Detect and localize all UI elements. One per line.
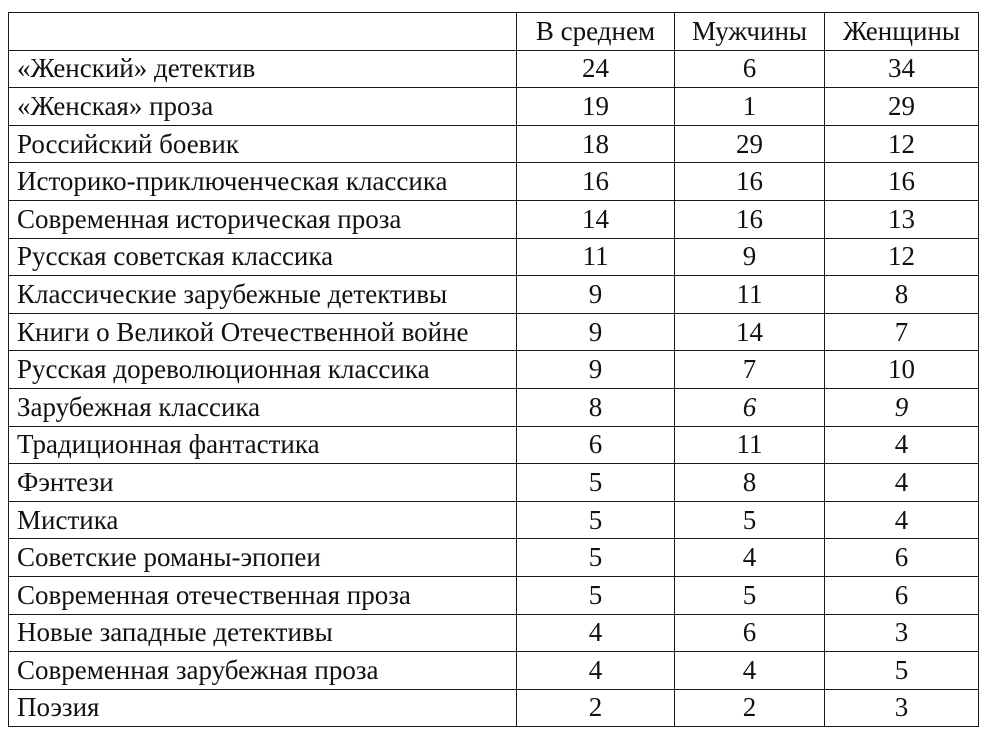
table-row: [9, 313, 979, 351]
table-body: [9, 50, 979, 727]
women-cell: 3: [825, 689, 979, 727]
table-row: [9, 689, 979, 727]
average-cell: 16: [517, 163, 675, 201]
men-cell: 1: [675, 88, 825, 126]
men-cell: 2: [675, 689, 825, 727]
men-cell: 14: [675, 313, 825, 351]
women-cell: 6: [825, 539, 979, 577]
table-row: [9, 163, 979, 201]
header-cell-men: Мужчины: [675, 13, 825, 51]
men-cell: 5: [675, 576, 825, 614]
average-cell: 5: [517, 501, 675, 539]
average-cell: 9: [517, 313, 675, 351]
genre-cell: Современная зарубежная проза: [9, 652, 517, 690]
women-cell: 16: [825, 163, 979, 201]
average-cell: 18: [517, 125, 675, 163]
women-cell: 13: [825, 200, 979, 238]
table-row: [9, 539, 979, 577]
average-cell: 5: [517, 576, 675, 614]
table-row: [9, 501, 979, 539]
genre-cell: Фэнтези: [9, 464, 517, 502]
genre-cell: Поэзия: [9, 689, 517, 727]
genre-cell: Зарубежная классика: [9, 388, 517, 426]
table-row: [9, 426, 979, 464]
women-cell: 12: [825, 238, 979, 276]
women-cell: 29: [825, 88, 979, 126]
men-cell: 7: [675, 351, 825, 389]
men-cell: 9: [675, 238, 825, 276]
genre-preference-table-container: [8, 12, 979, 727]
genre-preference-table: [8, 12, 979, 727]
men-cell: 8: [675, 464, 825, 502]
average-cell: 5: [517, 539, 675, 577]
women-cell: 4: [825, 501, 979, 539]
average-cell: 19: [517, 88, 675, 126]
average-cell: 8: [517, 388, 675, 426]
men-cell: 29: [675, 125, 825, 163]
table-row: [9, 576, 979, 614]
genre-cell: Русская дореволюционная классика: [9, 351, 517, 389]
table-row: [9, 200, 979, 238]
genre-cell: Мистика: [9, 501, 517, 539]
average-cell: 2: [517, 689, 675, 727]
men-cell: 11: [675, 276, 825, 314]
table-row: [9, 50, 979, 88]
women-cell: 5: [825, 652, 979, 690]
table-row: [9, 652, 979, 690]
men-cell: 6: [675, 388, 825, 426]
women-cell: 6: [825, 576, 979, 614]
genre-cell: Традиционная фантастика: [9, 426, 517, 464]
table-row: [9, 125, 979, 163]
men-cell: 16: [675, 163, 825, 201]
genre-cell: «Женский» детектив: [9, 50, 517, 88]
genre-cell: Русская советская классика: [9, 238, 517, 276]
average-cell: 9: [517, 276, 675, 314]
women-cell: 34: [825, 50, 979, 88]
genre-cell: Российский боевик: [9, 125, 517, 163]
genre-cell: Классические зарубежные детективы: [9, 276, 517, 314]
average-cell: 4: [517, 614, 675, 652]
women-cell: 4: [825, 426, 979, 464]
women-cell: 7: [825, 313, 979, 351]
average-cell: 11: [517, 238, 675, 276]
genre-cell: Книги о Великой Отечественной войне: [9, 313, 517, 351]
women-cell: 12: [825, 125, 979, 163]
table-row: [9, 614, 979, 652]
men-cell: 16: [675, 200, 825, 238]
men-cell: 5: [675, 501, 825, 539]
men-cell: 6: [675, 50, 825, 88]
men-cell: 6: [675, 614, 825, 652]
genre-cell: Историко-приключенческая классика: [9, 163, 517, 201]
men-cell: 4: [675, 652, 825, 690]
table-row: [9, 388, 979, 426]
average-cell: 24: [517, 50, 675, 88]
women-cell: 4: [825, 464, 979, 502]
table-row: [9, 88, 979, 126]
average-cell: 14: [517, 200, 675, 238]
women-cell: 8: [825, 276, 979, 314]
genre-cell: Советские романы-эпопеи: [9, 539, 517, 577]
table-row: [9, 464, 979, 502]
genre-cell: Современная отечественная проза: [9, 576, 517, 614]
header-cell-average: В среднем: [517, 13, 675, 51]
table-row: [9, 276, 979, 314]
average-cell: 9: [517, 351, 675, 389]
men-cell: 4: [675, 539, 825, 577]
genre-cell: «Женская» проза: [9, 88, 517, 126]
header-cell-women: Женщины: [825, 13, 979, 51]
header-cell-genre: [9, 13, 517, 51]
women-cell: 3: [825, 614, 979, 652]
average-cell: 4: [517, 652, 675, 690]
header-row: [9, 13, 979, 51]
genre-cell: Современная историческая проза: [9, 200, 517, 238]
average-cell: 6: [517, 426, 675, 464]
women-cell: 10: [825, 351, 979, 389]
table-row: [9, 238, 979, 276]
men-cell: 11: [675, 426, 825, 464]
genre-cell: Новые западные детективы: [9, 614, 517, 652]
table-row: [9, 351, 979, 389]
women-cell: 9: [825, 388, 979, 426]
average-cell: 5: [517, 464, 675, 502]
